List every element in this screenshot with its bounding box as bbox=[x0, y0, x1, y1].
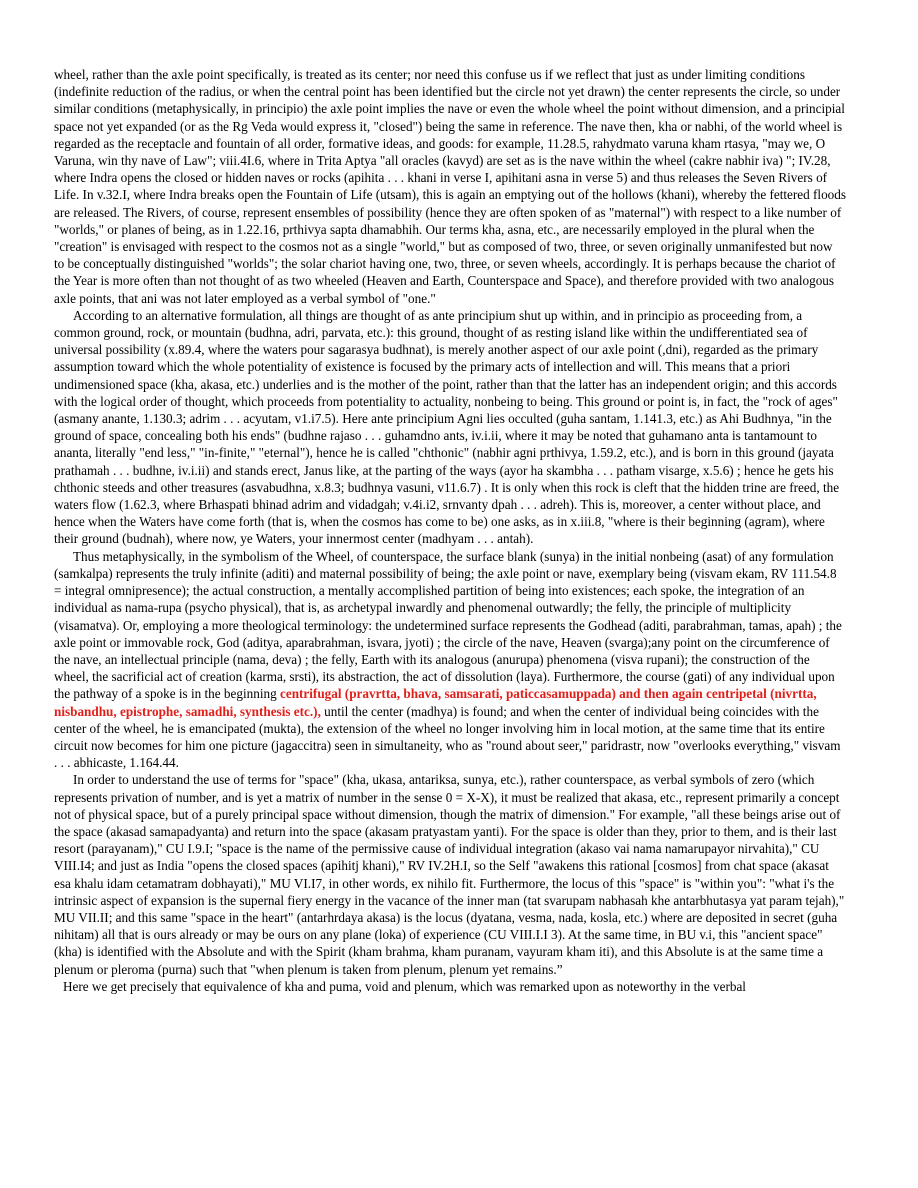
paragraph-wheel-center: wheel, rather than the axle point specifically, is treated as its center; nor need this confuse us if we reflect that just as under limiting conditions (indefinite reduction of the radius, or when the central point has been identified but the circle not yet drawn) the center represents the circle, so under similar conditions (metaphysically, in principio) the axle point implies the nave or even the whole wheel the point without dimension, and a principial space not yet expanded (or as the Rg Veda would express it, "closed") being the same in reference. The nave then, kha or nabhi, of the world wheel is regarded as the receptacle and fountain of all order, formative ideas, and goods: for example, 11.28.5, rahydmato varuna kham rtasya, "may we, O Varuna, win thy nave of Law"; viii.4I.6, where in Trita Aptya "all oracles (kavyd) are set as is the nave within the wheel (cakre nabhir iva) "; IV.28, where Indra opens the closed or hidden naves or rocks (apihita . . . khani in verse I, apihitani asna in verse 5) and thus releases the Seven Rivers of Life. In v.32.I, where Indra breaks open the Fountain of Life (utsam), this is again an emptying out of the hollows (khani), whereby the fettered floods are released. The Rivers, of course, represent ensembles of possibility (hence they are often spoken of as "maternal") with respect to a like number of "worlds," or planes of being, as in 1.22.16, prthivya sapta dhamabhih. Our terms kha, asna, etc., are necessarily employed in the plural when the "creation" is envisaged with respect to the cosmos not as a single "world," but as composed of two, three, or seven originally unmanifested but now to be conceptually distinguished "worlds"; the solar chariot having one, two, three, or seven wheels, accordingly. It is perhaps because the chariot of the Year is more often than not thought of as two wheeled (Heaven and Earth, Counterspace and Space), and therefore provided with two analogous axle points, that ani was not later employed as a verbal symbol of "one." bbox=[54, 67, 847, 306]
paragraph-alternative-formulation: According to an alternative formulation, all things are thought of as ante principium shut up within, and in principio as proceeding from, a common ground, rock, or mountain (budhna, adri, parvata, etc.): this ground, thought of as resting island like within the undifferentiated sea of universal possibility (x.89.4, where the waters pour sagarasya budhnat), is merely another aspect of our axle point (,dni), regarded as the primary assumption toward which the whole potentiality of existence is focused by the primary acts of intellection and will. This means that a priori undimensioned space (kha, akasa, etc.) underlies and is the mother of the point, rather than that the latter has an independent origin; and this accords with the logical order of thought, which proceeds from potentiality to actuality, nonbeing to being. This ground or point is, in fact, the "rock of ages" (asmany anante, 1.130.3; adrim . . . acyutam, v1.i7.5). Here ante principium Agni lies occulted (guha santam, 1.141.3, etc.) as Ahi Budhnya, "in the ground of space, concealing both his ends" (budhne rajaso . . . guhamdno ants, iv.i.ii, where it may be noted that guhamano anta is tantamount to ananta, literally "end less," "in-finite," "eternal"), hence he is called "chthonic" (nabhir agni prthivya, 1.59.2, etc.), and is born in this ground (jayata prathamah . . . budhne, iv.i.ii) and stands erect, Janus like, at the parting of the ways (ayor ha skambha . . . patham visarge, x.5.6) ; hence he gets his chthonic steeds and other treasures (asvabudhna, x.8.3; budhnya vasuni, v11.6.7) . It is only when this rock is cleft that the hidden trine are freed, the waters flow (1.62.3, where Brhaspati bhinad adrim and vidadgah; v.4i.i2, srnvanty dpah . . . adreh). This is, moreover, a center without place, and hence when the Waters have come forth (that is, when the cosmos has come to be) one asks, as in x.iii.8, "where is their beginning (agram), where their ground (budnah), where now, ye Waters, your innermost center (madhyam . . . antah). bbox=[54, 307, 840, 547]
paragraph-symbolism-of-wheel bbox=[54, 548, 846, 772]
paragraph-text-after: until the center (madhya) is found; and when the center of individual being coincides with the center of the wheel, he is emancipated (mukta), the extension of the wheel no longer involving him in local motion, at the same time that its entire circuit now becomes for him one picture (jagaccitra) seen in simultaneity, who as "round about seer," paridrastr, now "overlooks everything," visvam . . . abhicaste, 1.164.44. bbox=[54, 703, 841, 771]
paragraph-text-before: Thus metaphysically, in the symbolism of the Wheel, of counterspace, the surface blank (sunya) in the initial nonbeing (asat) of any formulation (samkalpa) represents the truly infinite (aditi) and maternal possibility of being; the axle point or nave, exemplary being (visvam ekam, RV 111.54.8 = integral omnipresence); the actual construction, a mentally accomplished partition of being into existences; each spoke, the integration of an individual as nama-rupa (psycho physical), that is, as archetypal inwardly and phenomenal outwardly; the felly, the principle of multiplicity (visamatva). Or, employing a more theological terminology: the undetermined surface represents the Godhead (aditi, parabrahman, tamas, apah) ; the axle point or immovable rock, God (aditya, aparabrahman, isvara, jyoti) ; the circle of the nave, Heaven (svarga);any point on the circumference of the nave, an intellectual principle (nama, deva) ; the felly, Earth with its analogous (anurupa) phenomena (visva rupani); the construction of the wheel, the sacrificial act of creation (karma, srsti), its abstraction, the act of dissolution (laya). Furthermore, the course (gati) of any individual upon the pathway of a spoke is in the beginning bbox=[54, 548, 842, 702]
highlighted-phrase: centrifugal (pravrtta, bhava, samsarati, paticcasamuppada) and then again centripetal (nivrtta, nisbandhu, epistrophe, samadhi, synthesis etc.), bbox=[54, 686, 817, 719]
paragraph-kha-and-purna: Here we get precisely that equivalence of kha and puma, void and plenum, which was remarked upon as noteworthy in the verbal bbox=[63, 978, 746, 994]
paragraph-terms-for-space: In order to understand the use of terms for "space" (kha, ukasa, antariksa, sunya, etc.), rather counterspace, as verbal symbols of zero (which represents privation of number, and is yet a matrix of number in the sense 0 = X-X), it must be realized that akasa, etc., represent primarily a concept not of physical space, but of a purely principal space without dimension, though the matrix of dimension." For example, "all these beings arise out of the space (akasad samapadyanta) and return into the space (akasam pratyastam yanti). For the space is older than they, prior to them, and is their last resort (parayanam)," CU I.9.I; "space is the name of the permissive cause of individual integration (akaso vai nama namarupayor nirvahita)," CU VIII.I4; and just as India "opens the closed spaces (apihitj khani)," RV IV.2H.I, so the Self "awakens this rational [cosmos] from chat space (akasat esa khalu idam cetamatram dobhayati)," MU VI.I7, in other words, ex nihilo fit. Furthermore, the locus of this "space" is "within you": "what i's the intrinsic aspect of expansion is the supernal fiery energy in the vacance of the inner man (tat svarupam nabhasah khe antarbhutasya yat param tejah)," MU VII.II; and this same "space in the heart" (antarhrdaya akasa) is the locus (dyatana, vesma, nada, kosla, etc.) where are deposited in secret (guha nihitam) all that is ours already or may be ours on any plane (loka) of experience (CU VIII.I.I 3). At the same time, in BU v.i, this "ancient space" (kha) is identified with the Absolute and with the Spirit (kham brahma, kham puranam, vayuram kham iti), and this Absolute is at the same time a plenum or pleroma (purna) such that "when plenum is taken from plenum, plenum yet remains.” bbox=[54, 772, 845, 977]
